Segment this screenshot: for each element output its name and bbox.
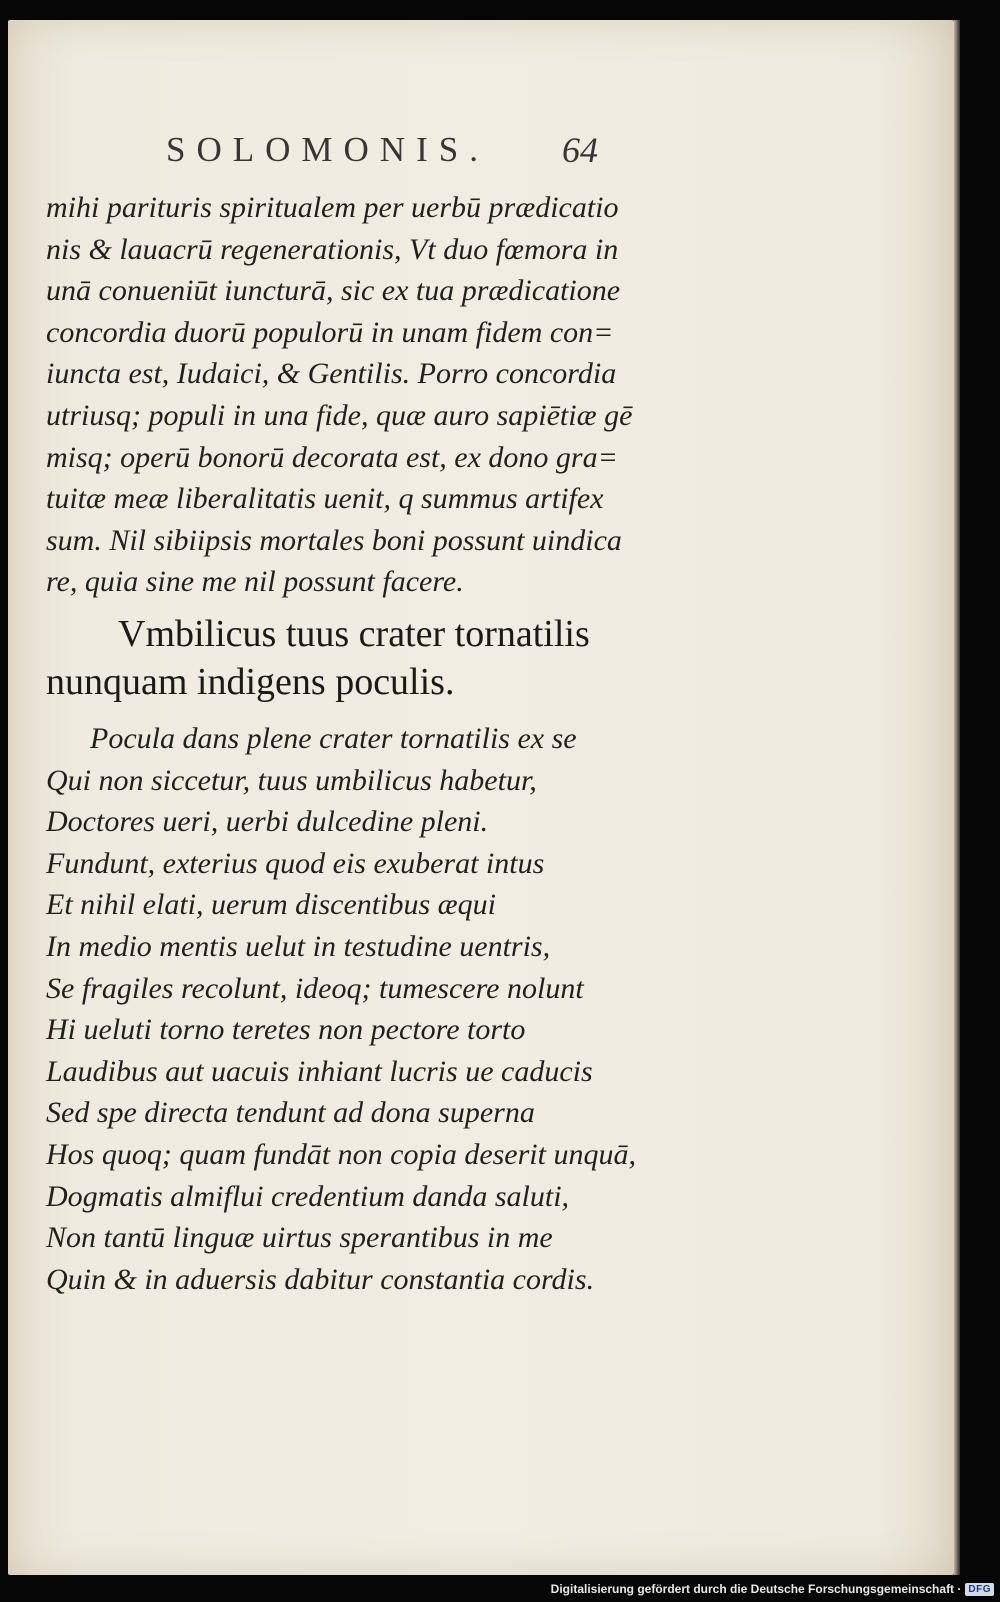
commentary-paragraph [46,187,666,603]
credit-text: Digitalisierung gefördert durch die Deutsche Forschungsgemeinschaft · [550,1582,962,1596]
verse-line: In medio mentis uelut in testudine uentris, [46,929,551,963]
text-line: sum. Nil sibiipsis mortales boni possunt uindica [46,523,622,557]
page-number: 64 [562,130,598,170]
verse-block [46,718,666,1300]
heading-line: Vmbilicus tuus crater tornatilis [118,613,590,655]
verse-line: Et nihil elati, uerum discentibus æqui [46,888,496,922]
running-head: SOLOMONIS. [166,130,489,169]
verse-line: Dogmatis almiflui credentium danda saluti, [46,1179,570,1213]
text-line: mihi parituris spiritualem per uerbū prædicatio [46,191,619,224]
verse-line: Quin & in aduersis dabitur constantia cordis. [46,1262,595,1296]
page-header [160,128,660,172]
page-edge [954,20,960,1575]
text-line: re, quia sine me nil possunt facere. [46,565,464,599]
heading-line: nunquam indigens poculis. [46,661,455,703]
text-line: iuncta est, Iudaici, & Gentilis. Porro concordia [46,357,617,391]
verse-line: Doctores ueri, uerbi dulcedine pleni. [46,805,489,839]
text-line: utriusq; populi in una fide, quæ auro sapiētiæ gē [46,398,633,432]
digitization-credit [551,1578,994,1600]
text-line: concordia duorū populorū in unam fidem con= [46,315,614,349]
verse-line: Se fragiles recolunt, ideoq; tumescere nolunt [46,971,584,1005]
text-line: misq; operū bonorū decorata est, ex dono gra= [46,440,618,474]
verse-line: Hos quoq; quam fundāt non copia deserit unquā, [46,1137,636,1171]
text-line: nis & lauacrū regenerationis, Vt duo fœmora in [46,232,619,266]
verse-line: Qui non siccetur, tuus umbilicus habetur, [46,763,537,797]
text-line: unā conueniūt iuncturā, sic ex tua prædicatione [46,274,621,308]
verse-line: Non tantū linguæ uirtus sperantibus in me [46,1221,553,1255]
verse-line: Fundunt, exterius quod eis exuberat intus [46,846,545,880]
verse-heading [46,610,666,706]
verse-line: Laudibus aut uacuis inhiant lucris ue caducis [46,1054,593,1088]
verse-line: Sed spe directa tendunt ad dona superna [46,1096,535,1130]
verse-line: Hi ueluti torno teretes non pectore torto [46,1013,526,1047]
text-line: tuitæ meæ liberalitatis uenit, q summus artifex [46,482,604,516]
dfg-logo: DFG [965,1583,994,1596]
verse-line: Pocula dans plene crater tornatilis ex se [90,722,577,755]
